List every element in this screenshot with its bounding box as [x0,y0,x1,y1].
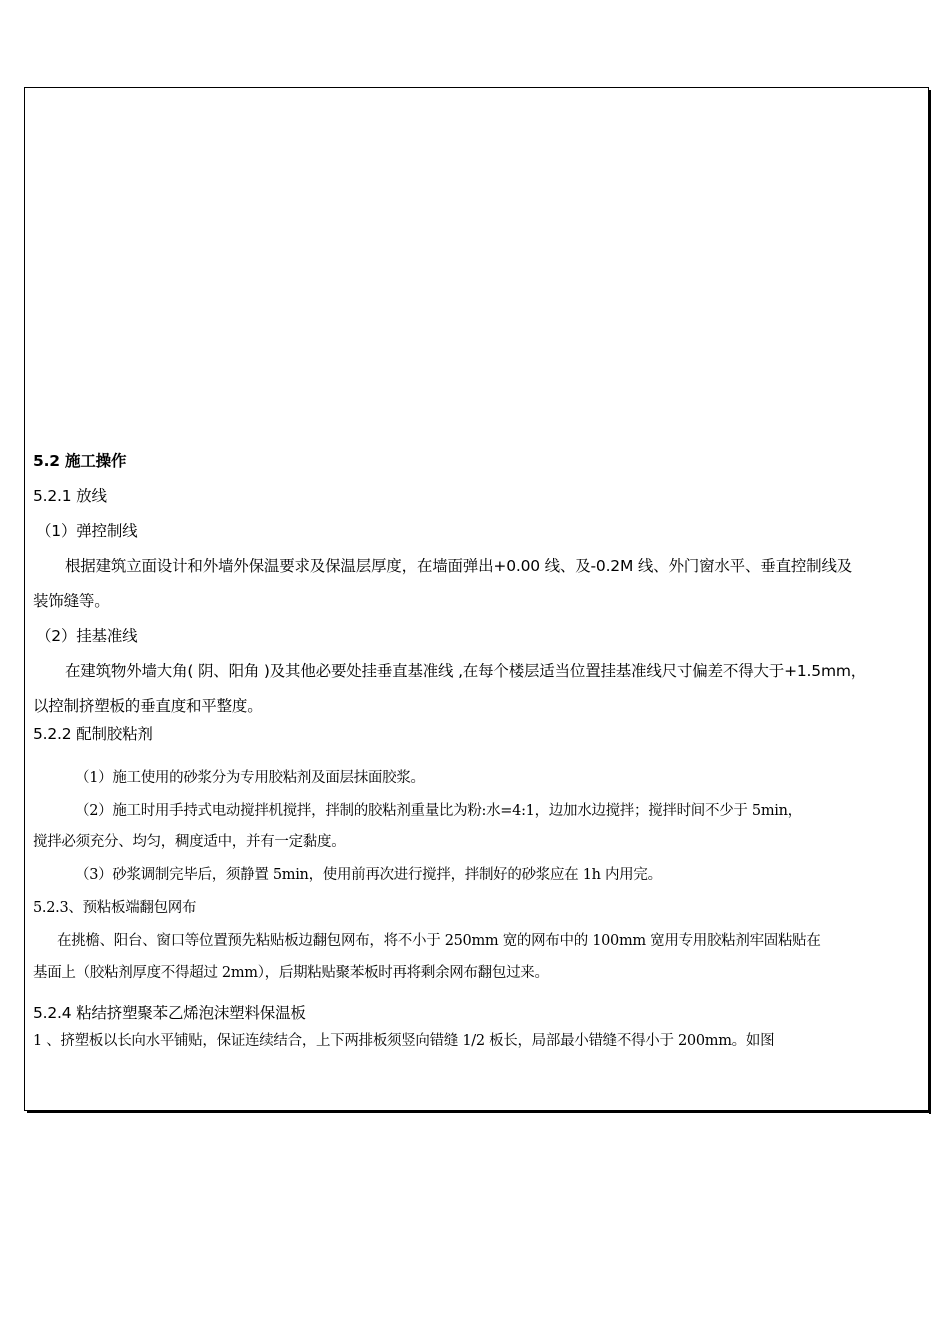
heading-5-2-3: 5.2.3、预粘板端翻包网布 [33,900,197,916]
item1-heading: （1）弹控制线 [36,522,138,540]
heading-5-2-4: 5.2.4 粘结挤塑聚苯乙烯泡沫塑料保温板 [33,1004,306,1022]
section-title: 5.2 施工操作 [33,452,127,470]
content-frame [24,87,929,1111]
s523-paragraph1-line1: 在挑檐、阳台、窗口等位置预先粘贴板边翻包网布，将不小于 250mm 宽的网布中的 100mm 宽用专用胶粘剂牢固粘贴在 [57,933,821,949]
s523-paragraph1-line2: 基面上（胶粘剂厚度不得超过 2mm），后期粘贴聚苯板时再将剩余网布翻包过来。 [33,965,549,981]
frame-shadow-bottom [27,1111,931,1113]
s522-paragraph3: （3）砂浆调制完毕后，须静置 5min，使用前再次进行搅拌，拌制好的砂浆应在 1h 内用完。 [75,867,662,883]
item1-line1: 根据建筑立面设计和外墙外保温要求及保温层厚度，在墙面弹出+0.00 线、及-0.2M 线、外门窗水平、垂直控制线及 [65,557,853,575]
item2-line2: 以控制挤塑板的垂直度和平整度。 [33,697,263,715]
item2-heading: （2）挂基准线 [36,627,138,645]
s522-paragraph2-line1: （2）施工时用手持式电动搅拌机搅拌，拌制的胶粘剂重量比为粉:水=4:1，边加水边搅拌；搅拌时间不少于 5min， [75,803,802,819]
item1-line2: 装饰缝等。 [33,592,110,610]
s524-paragraph1: 1 、挤塑板以长向水平铺贴，保证连续结合，上下两排板须竖向错缝 1/2 板长，局部最小错缝不得小于 200mm。如图 [33,1033,775,1049]
heading-5-2-1: 5.2.1 放线 [33,487,107,505]
item2-line1: 在建筑物外墙大角( 阴、阳角 )及其他必要处挂垂直基准线 ,在每个楼层适当位置挂基准线尺寸偏差不得大于+1.5mm， [65,662,867,680]
frame-shadow-right [929,90,931,1114]
s522-paragraph1: （1）施工使用的砂浆分为专用胶粘剂及面层抹面胶浆。 [75,770,425,786]
heading-5-2-2: 5.2.2 配制胶粘剂 [33,725,153,743]
s522-paragraph2-line2: 搅拌必须充分、均匀，稠度适中，并有一定黏度。 [33,834,346,850]
